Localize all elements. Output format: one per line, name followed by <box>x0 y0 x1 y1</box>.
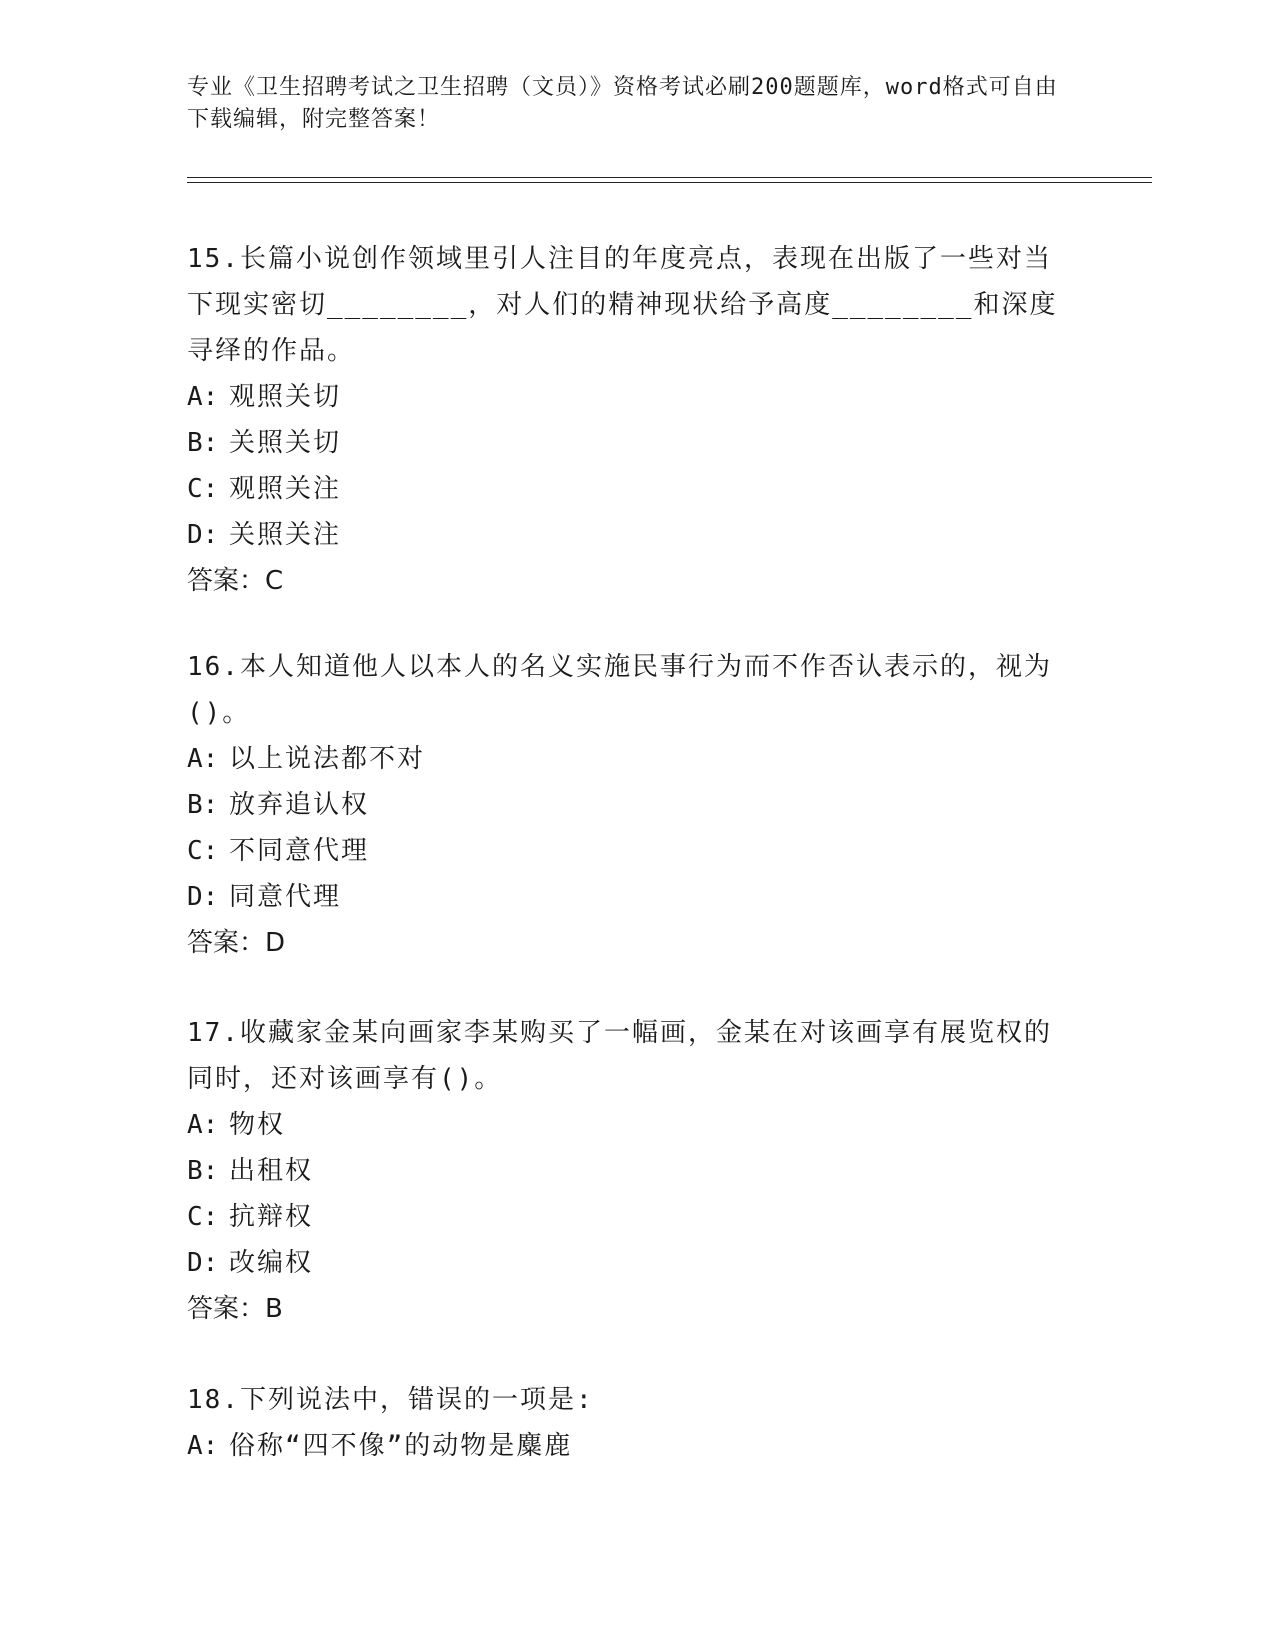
option-d <box>187 512 1077 558</box>
question-stem: 15.长篇小说创作领域里引人注目的年度亮点，表现在出版了一些对当下现实密切________，对人们的精神现状给予高度________和深度寻绎的作品。 <box>187 244 1058 366</box>
option-a <box>187 1102 1077 1148</box>
option-text: 放弃追认权 <box>229 790 370 820</box>
option-text: 物权 <box>229 1110 286 1140</box>
question-stem: 17.收藏家金某向画家李某购买了一幅画，金某在对该画享有展览权的同时，还对该画享有()。 <box>187 1018 1052 1094</box>
question-stem: 18.下列说法中，错误的一项是: <box>187 1385 594 1415</box>
option-text: 俗称“四不像”的动物是麋鹿 <box>229 1431 573 1461</box>
option-b <box>187 420 1077 466</box>
option-label: C: <box>187 474 219 504</box>
option-c <box>187 1194 1077 1240</box>
option-label: D: <box>187 882 219 912</box>
option-text: 观照关注 <box>229 474 342 504</box>
question-15 <box>187 236 1077 604</box>
answer: 答案：B <box>187 1294 283 1324</box>
header-divider <box>187 177 1152 178</box>
question-17 <box>187 1010 1077 1332</box>
option-text: 关照关切 <box>229 428 342 458</box>
option-label: B: <box>187 1156 219 1186</box>
option-d <box>187 1240 1077 1286</box>
option-label: A: <box>187 744 219 774</box>
option-c <box>187 466 1077 512</box>
option-c <box>187 828 1077 874</box>
document-header: 专业《卫生招聘考试之卫生招聘（文员）》资格考试必刷200题题库，word格式可自由下载编辑，附完整答案！ <box>187 75 1058 132</box>
option-label: C: <box>187 836 219 866</box>
answer: 答案：C <box>187 566 284 596</box>
option-a <box>187 736 1077 782</box>
option-label: B: <box>187 428 219 458</box>
option-a <box>187 1423 1077 1469</box>
option-d <box>187 874 1077 920</box>
option-text: 改编权 <box>229 1248 314 1278</box>
option-b <box>187 1148 1077 1194</box>
option-label: A: <box>187 1431 219 1461</box>
option-text: 出租权 <box>229 1156 314 1186</box>
option-label: A: <box>187 382 219 412</box>
option-text: 观照关切 <box>229 382 342 412</box>
option-text: 关照关注 <box>229 520 342 550</box>
answer: 答案：D <box>187 928 286 958</box>
option-label: D: <box>187 520 219 550</box>
option-text: 以上说法都不对 <box>229 744 426 774</box>
question-stem: 16.本人知道他人以本人的名义实施民事行为而不作否认表示的，视为()。 <box>187 652 1052 728</box>
question-16 <box>187 644 1077 966</box>
question-18 <box>187 1377 1077 1469</box>
option-text: 不同意代理 <box>229 836 370 866</box>
option-label: D: <box>187 1248 219 1278</box>
header-divider-secondary <box>187 182 1152 183</box>
option-label: C: <box>187 1202 219 1232</box>
option-text: 同意代理 <box>229 882 342 912</box>
option-text: 抗辩权 <box>229 1202 314 1232</box>
option-b <box>187 782 1077 828</box>
option-label: A: <box>187 1110 219 1140</box>
option-a <box>187 374 1077 420</box>
option-label: B: <box>187 790 219 820</box>
